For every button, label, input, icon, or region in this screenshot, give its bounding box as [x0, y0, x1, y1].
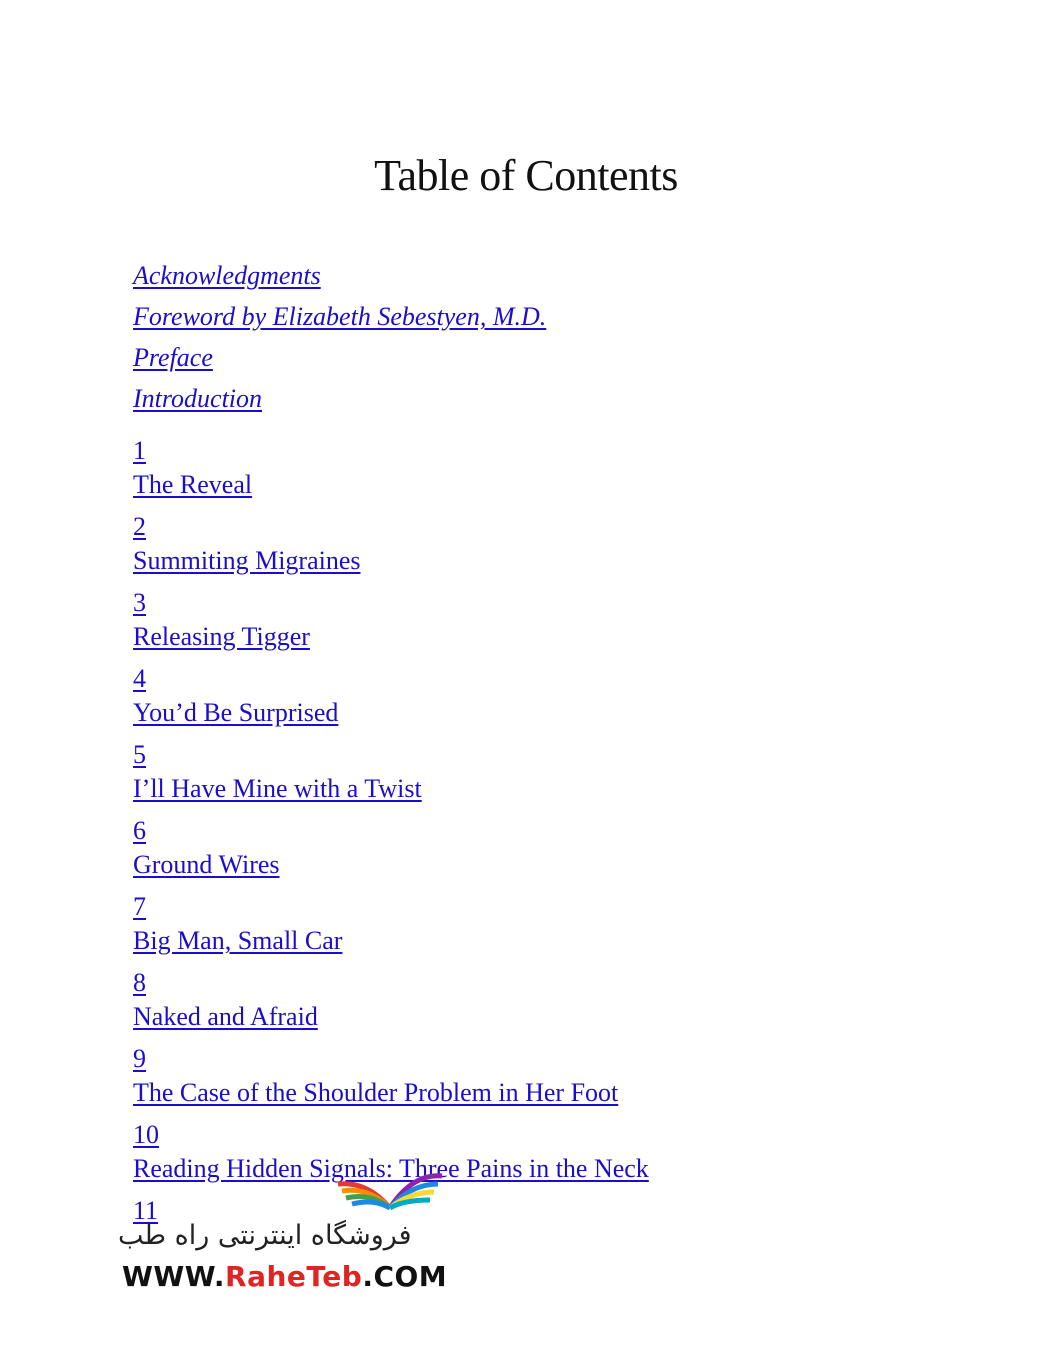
chapter-title: Reading Hidden Signals: Three Pains in the Neck — [133, 1154, 649, 1183]
list-item — [133, 434, 649, 510]
chapter-number: 1 — [133, 436, 146, 465]
toc-link-introduction[interactable]: Introduction — [133, 384, 263, 413]
chapter-title: I’ll Have Mine with a Twist — [133, 774, 422, 803]
toc-link-preface[interactable]: Preface — [133, 343, 213, 372]
watermark — [118, 1160, 458, 1300]
watermark-url-suffix: .COM — [362, 1260, 448, 1293]
watermark-url-brand: RaheTeb — [225, 1260, 363, 1293]
watermark-persian-text: فروشگاه اینترنتی راه طب — [118, 1220, 412, 1251]
list-item — [133, 510, 649, 586]
toc-link-chapter-3[interactable] — [133, 586, 649, 654]
list-item — [133, 339, 546, 380]
chapter-number: 10 — [133, 1120, 159, 1149]
toc-link-chapter-6[interactable] — [133, 814, 649, 882]
toc-link-chapter-5[interactable] — [133, 738, 649, 806]
watermark-url-prefix: WWW. — [122, 1260, 226, 1293]
chapter-title: The Case of the Shoulder Problem in Her Foot — [133, 1078, 619, 1107]
toc-link-chapter-8[interactable] — [133, 966, 649, 1034]
list-item — [133, 814, 649, 890]
chapter-number: 4 — [133, 664, 146, 693]
toc-link-foreword[interactable]: Foreword by Elizabeth Sebestyen, M.D. — [133, 302, 547, 331]
chapter-title: Summiting Migraines — [133, 546, 361, 575]
chapter-number: 5 — [133, 740, 146, 769]
chapter-number: 8 — [133, 968, 146, 997]
list-item — [133, 586, 649, 662]
chapter-title: You’d Be Surprised — [133, 698, 339, 727]
chapter-number: 9 — [133, 1044, 146, 1073]
chapter-list — [133, 434, 649, 1270]
toc-link-chapter-7[interactable] — [133, 890, 649, 958]
list-item — [133, 1042, 649, 1118]
watermark-url — [122, 1260, 447, 1293]
chapter-number: 11 — [133, 1196, 159, 1225]
toc-link-chapter-9[interactable] — [133, 1042, 649, 1110]
list-item — [133, 890, 649, 966]
toc-link-chapter-2[interactable] — [133, 510, 649, 578]
chapter-title: Ground Wires — [133, 850, 280, 879]
chapter-number: 7 — [133, 892, 146, 921]
list-item — [133, 966, 649, 1042]
toc-link-chapter-1[interactable] — [133, 434, 649, 502]
list-item — [133, 662, 649, 738]
toc-link-acknowledgments[interactable]: Acknowledgments — [133, 261, 321, 290]
list-item — [133, 298, 546, 339]
front-matter-list — [133, 257, 546, 421]
page-title: Table of Contents — [374, 151, 678, 200]
chapter-title: Naked and Afraid — [133, 1002, 318, 1031]
chapter-title: The Reveal — [133, 470, 253, 499]
chapter-title: Releasing Tigger — [133, 622, 310, 651]
open-book-logo-icon — [330, 1160, 450, 1222]
chapter-number: 6 — [133, 816, 146, 845]
list-item — [133, 380, 546, 421]
chapter-title: Big Man, Small Car — [133, 926, 343, 955]
chapter-number: 3 — [133, 588, 146, 617]
chapter-number: 2 — [133, 512, 146, 541]
list-item — [133, 738, 649, 814]
toc-link-chapter-4[interactable] — [133, 662, 649, 730]
list-item — [133, 257, 546, 298]
